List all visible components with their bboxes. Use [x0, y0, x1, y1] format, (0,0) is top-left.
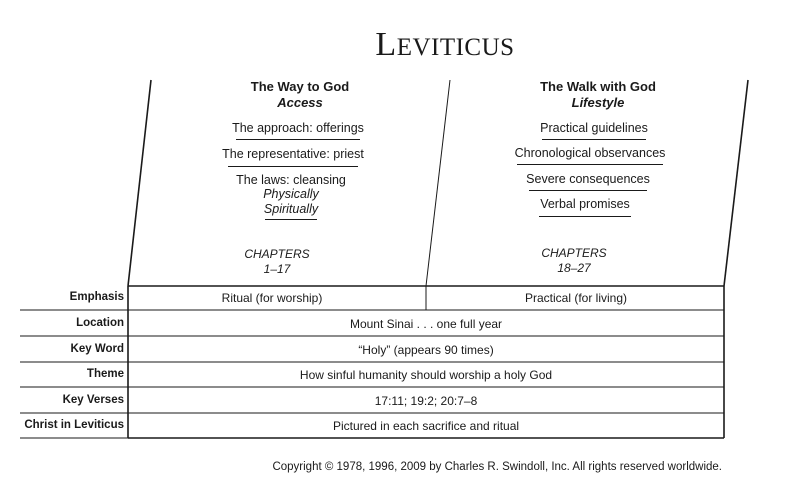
right-item: Practical guidelines: [540, 121, 648, 135]
left-chapters-label: CHAPTERS: [244, 247, 310, 261]
row-label-location: Location: [76, 317, 124, 329]
left-item: The approach: offerings: [232, 121, 364, 135]
title-initial: L: [375, 26, 397, 63]
left-item-underline: [265, 219, 317, 220]
right-item: Severe consequences: [526, 172, 650, 186]
right-item-underline: [539, 216, 631, 217]
right-column-subheading: Lifestyle: [571, 95, 625, 110]
left-chapters: [244, 247, 309, 277]
row-label-emphasis: Emphasis: [69, 291, 124, 303]
left-slant-line: [128, 80, 151, 286]
row-label-key-word: Key Word: [70, 343, 124, 355]
emphasis-left-cell: Ritual (for worship): [221, 291, 323, 305]
key-word-cell: “Holy” (appears 90 times): [358, 343, 494, 357]
right-item: Verbal promises: [540, 197, 630, 211]
row-label-key-verses: Key Verses: [62, 394, 124, 406]
right-chapters-range: 18–27: [557, 261, 591, 275]
left-item-underline: [228, 166, 358, 167]
middle-slant-line: [426, 80, 450, 286]
right-item-underline: [529, 190, 647, 191]
emphasis-right-cell: Practical (for living): [524, 291, 628, 305]
title-rest: EVITICUS: [396, 34, 515, 61]
christ-cell: Pictured in each sacrifice and ritual: [332, 419, 520, 433]
right-item-underline: [542, 139, 646, 140]
right-slant-line: [724, 80, 748, 286]
copyright-notice: Copyright © 1978, 1996, 2009 by Charles R. Swindoll, Inc. All rights reserved worldwide.: [272, 461, 722, 473]
left-chapters-range: 1–17: [263, 262, 291, 276]
theme-cell: How sinful humanity should worship a holy God: [299, 368, 553, 382]
key-verses-cell: 17:11; 19:2; 20:7–8: [374, 394, 478, 408]
left-column-subheading: Access: [277, 95, 323, 110]
location-cell: Mount Sinai . . . one full year: [349, 317, 503, 331]
left-item: The laws: cleansing: [236, 173, 346, 187]
left-sub-item: Spiritually: [263, 202, 319, 216]
row-label-theme: Theme: [86, 368, 124, 380]
right-item-underline: [517, 164, 663, 165]
right-column-heading: The Walk with God: [540, 79, 656, 94]
left-item-underline: [236, 139, 360, 140]
left-item: The representative: priest: [222, 147, 364, 161]
right-chapters: [541, 246, 606, 276]
right-item: Chronological observances: [514, 146, 666, 160]
right-chapters-label: CHAPTERS: [541, 246, 607, 260]
row-label-christ: Christ in Leviticus: [24, 419, 124, 431]
left-column-heading: The Way to God: [250, 79, 350, 94]
left-sub-item: Physically: [263, 187, 319, 201]
